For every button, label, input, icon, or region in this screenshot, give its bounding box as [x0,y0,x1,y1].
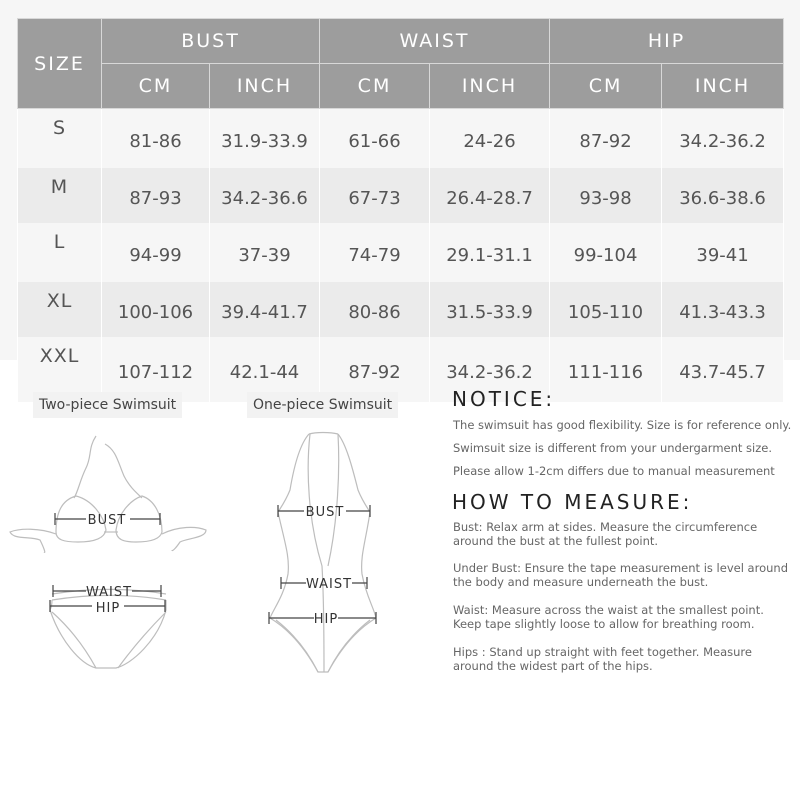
waist-cm-cell: 87-92 [320,337,430,402]
bust-cm-cell: 100-106 [102,282,210,337]
hip-inch-cell: 39-41 [662,223,784,282]
waist-cm-cell: 61-66 [320,109,430,169]
size-cell: M [18,168,102,223]
bust-inch-cell: 34.2-36.6 [210,168,320,223]
size-chart-table [17,18,784,402]
bust-cm-cell: 81-86 [102,109,210,169]
waist-inch-header: INCH [430,64,550,109]
table-row [18,282,784,337]
hip-cm-cell: 99-104 [550,223,662,282]
bust-inch-cell: 31.9-33.9 [210,109,320,169]
waist-cm-cell: 80-86 [320,282,430,337]
hip-cm-cell: 87-92 [550,109,662,169]
bust-header: BUST [102,19,320,64]
waist-cm-cell: 67-73 [320,168,430,223]
one-piece-bust-label: BUST [305,505,345,520]
measure-instruction-hips: Hips : Stand up straight with feet together. Measure around the widest part of the hips. [453,645,752,673]
size-cell: L [18,223,102,282]
hip-cm-cell: 105-110 [550,282,662,337]
waist-inch-cell: 29.1-31.1 [430,223,550,282]
two-piece-swimsuit-illustration [0,420,220,710]
bust-inch-cell: 37-39 [210,223,320,282]
two-piece-waist-label: WAIST [85,585,133,600]
hip-inch-cell: 43.7-45.7 [662,337,784,402]
one-piece-title: One-piece Swimsuit [247,392,398,418]
hip-header: HIP [550,19,784,64]
waist-cm-header: CM [320,64,430,109]
one-piece-hip-label: HIP [313,612,339,627]
bust-cm-cell: 87-93 [102,168,210,223]
bust-inch-header: INCH [210,64,320,109]
measure-instruction-under-bust: Under Bust: Ensure the tape measurement is level around the body and measure underneath the bust. [453,561,788,589]
one-piece-swimsuit-illustration [230,420,450,710]
two-piece-title: Two-piece Swimsuit [33,392,182,418]
hip-cm-cell: 111-116 [550,337,662,402]
waist-inch-cell: 34.2-36.2 [430,337,550,402]
notice-line: Swimsuit size is different from your undergarment size. [453,441,773,455]
notice-line: Please allow 1-2cm differs due to manual measurement [453,464,775,478]
size-header: SIZE [18,19,102,109]
size-cell: S [18,109,102,169]
waist-inch-cell: 26.4-28.7 [430,168,550,223]
measure-instruction-bust: Bust: Relax arm at sides. Measure the circumference around the bust at the fullest point. [453,520,758,548]
hip-inch-cell: 34.2-36.2 [662,109,784,169]
measure-instruction-waist: Waist: Measure across the waist at the smallest point. Keep tape slightly loose to allow for breathing room. [453,603,764,631]
waist-header: WAIST [320,19,550,64]
notice-line: The swimsuit has good flexibility. Size is for reference only. [453,418,792,432]
size-cell: XL [18,282,102,337]
waist-inch-cell: 31.5-33.9 [430,282,550,337]
size-cell: XXL [18,337,102,402]
waist-inch-cell: 24-26 [430,109,550,169]
table-row [18,168,784,223]
hip-inch-cell: 41.3-43.3 [662,282,784,337]
hip-cm-cell: 93-98 [550,168,662,223]
one-piece-waist-label: WAIST [305,577,353,592]
hip-inch-header: INCH [662,64,784,109]
bust-inch-cell: 42.1-44 [210,337,320,402]
how-to-measure-title: HOW TO MEASURE: [452,490,693,514]
table-row [18,109,784,169]
bust-cm-cell: 107-112 [102,337,210,402]
bust-cm-cell: 94-99 [102,223,210,282]
table-row [18,223,784,282]
hip-inch-cell: 36.6-38.6 [662,168,784,223]
bust-cm-header: CM [102,64,210,109]
two-piece-bust-label: BUST [87,513,127,528]
hip-cm-header: CM [550,64,662,109]
waist-cm-cell: 74-79 [320,223,430,282]
two-piece-hip-label: HIP [95,601,121,616]
notice-title: NOTICE: [452,387,556,411]
bust-inch-cell: 39.4-41.7 [210,282,320,337]
